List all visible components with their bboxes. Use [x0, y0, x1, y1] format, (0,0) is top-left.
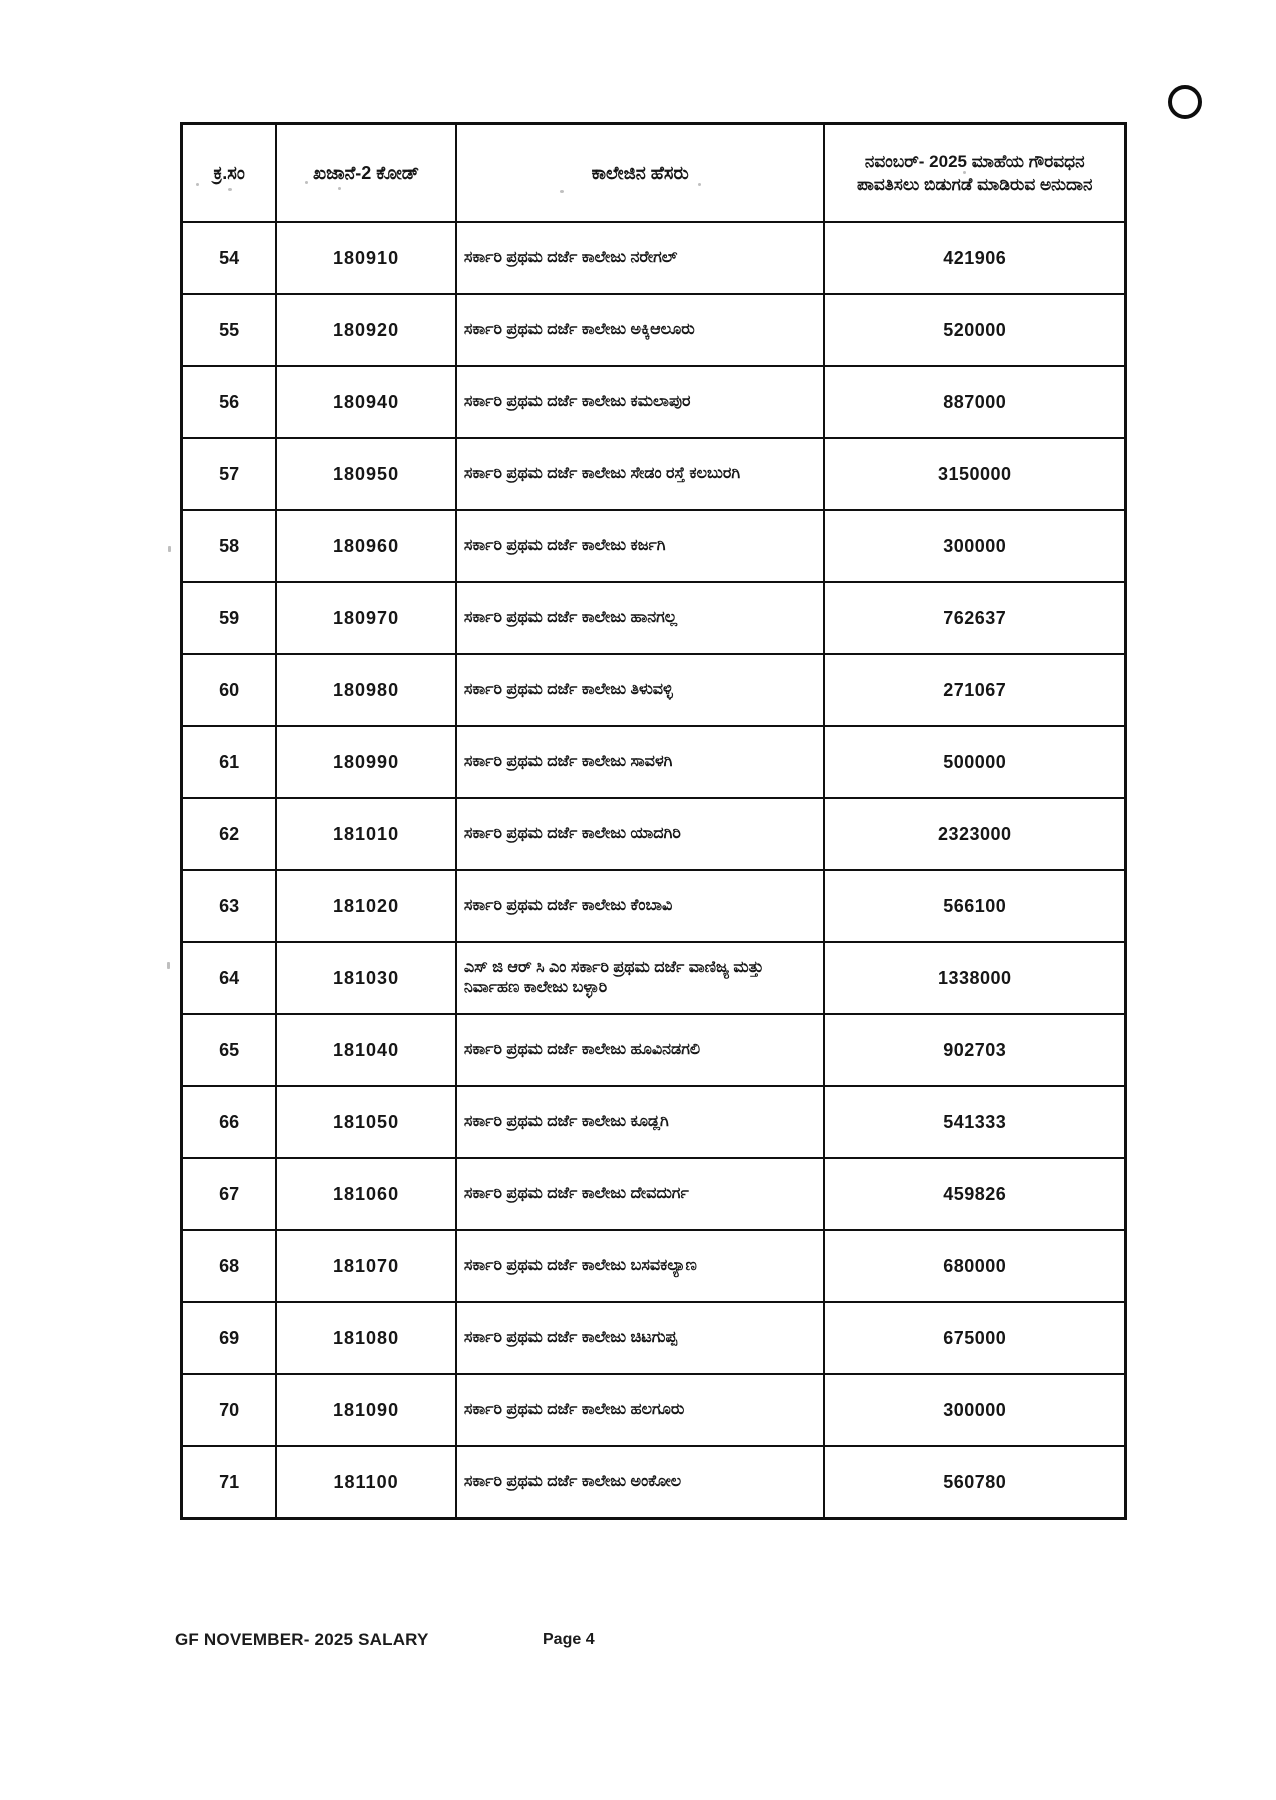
- college-name-cell: ಸರ್ಕಾರಿ ಪ್ರಥಮ ದರ್ಜೆ ಕಾಲೇಜು ಸಾವಳಗಿ: [456, 726, 825, 798]
- column-header-serial-number: ಕ್ರ.ಸಂ: [182, 124, 277, 223]
- table-row: [182, 438, 1126, 510]
- footer-page-number: Page 4: [543, 1631, 595, 1648]
- serial-number-cell: 67: [182, 1158, 277, 1230]
- column-header-grant-released: ನವಂಬರ್- 2025 ಮಾಹೆಯ ಗೌರವಧನ ಪಾವತಿಸಲು ಬಿಡುಗಡೆ ಮಾಡಿರುವ ಅನುದಾನ: [824, 124, 1125, 223]
- college-name-cell: ಸರ್ಕಾರಿ ಪ್ರಥಮ ದರ್ಜೆ ಕಾಲೇಜು ನರೇಗಲ್: [456, 222, 825, 294]
- college-name-cell: ಸರ್ಕಾರಿ ಪ್ರಥಮ ದರ್ಜೆ ಕಾಲೇಜು ಬಸವಕಲ್ಯಾಣ: [456, 1230, 825, 1302]
- serial-number-cell: 68: [182, 1230, 277, 1302]
- grant-amount-cell: 500000: [824, 726, 1125, 798]
- serial-number-cell: 63: [182, 870, 277, 942]
- treasury-code-cell: 180920: [276, 294, 456, 366]
- college-name-cell: ಸರ್ಕಾರಿ ಪ್ರಥಮ ದರ್ಜೆ ಕಾಲೇಜು ಹೂವಿನಡಗಲಿ: [456, 1014, 825, 1086]
- treasury-code-cell: 181080: [276, 1302, 456, 1374]
- table-header-row: [182, 124, 1126, 223]
- treasury-code-cell: 180950: [276, 438, 456, 510]
- treasury-code-cell: 180990: [276, 726, 456, 798]
- college-name-cell: ಎಸ್ ಜಿ ಆರ್ ಸಿ ಎಂ ಸರ್ಕಾರಿ ಪ್ರಥಮ ದರ್ಜೆ ವಾಣಿಜ್ಯ ಮತ್ತು ನಿರ್ವಾಹಣ ಕಾಲೇಜು ಬಳ್ಳಾರಿ: [456, 942, 825, 1014]
- grant-amount-cell: 300000: [824, 510, 1125, 582]
- table-row: [182, 726, 1126, 798]
- grant-amount-cell: 675000: [824, 1302, 1125, 1374]
- grant-amount-cell: 902703: [824, 1014, 1125, 1086]
- table-body: [182, 222, 1126, 1519]
- grant-amount-cell: 421906: [824, 222, 1125, 294]
- table-row: [182, 942, 1126, 1014]
- column-header-college-name: ಕಾಲೇಜಿನ ಹೆಸರು: [456, 124, 825, 223]
- grant-amount-cell: 2323000: [824, 798, 1125, 870]
- treasury-code-cell: 181050: [276, 1086, 456, 1158]
- table-row: [182, 1446, 1126, 1519]
- college-name-cell: ಸರ್ಕಾರಿ ಪ್ರಥಮ ದರ್ಜೆ ಕಾಲೇಜು ಚಿಟಗುಪ್ಪ: [456, 1302, 825, 1374]
- serial-number-cell: 56: [182, 366, 277, 438]
- treasury-code-cell: 181010: [276, 798, 456, 870]
- table-row: [182, 294, 1126, 366]
- footer-document-title: GF NOVEMBER- 2025 SALARY: [175, 1630, 429, 1649]
- serial-number-cell: 70: [182, 1374, 277, 1446]
- treasury-code-cell: 181100: [276, 1446, 456, 1519]
- grant-amount-cell: 520000: [824, 294, 1125, 366]
- serial-number-cell: 60: [182, 654, 277, 726]
- grant-amount-cell: 887000: [824, 366, 1125, 438]
- column-header-treasury-code: ಖಜಾನೆ-2 ಕೋಡ್: [276, 124, 456, 223]
- treasury-code-cell: 180910: [276, 222, 456, 294]
- serial-number-cell: 59: [182, 582, 277, 654]
- table-row: [182, 366, 1126, 438]
- treasury-code-cell: 181070: [276, 1230, 456, 1302]
- treasury-code-cell: 181030: [276, 942, 456, 1014]
- grant-amount-cell: 541333: [824, 1086, 1125, 1158]
- serial-number-cell: 61: [182, 726, 277, 798]
- treasury-code-cell: 181090: [276, 1374, 456, 1446]
- serial-number-cell: 58: [182, 510, 277, 582]
- serial-number-cell: 66: [182, 1086, 277, 1158]
- grant-amount-cell: 560780: [824, 1446, 1125, 1519]
- table-row: [182, 1302, 1126, 1374]
- college-name-cell: ಸರ್ಕಾರಿ ಪ್ರಥಮ ದರ್ಜೆ ಕಾಲೇಜು ಕರ್ಜಗಿ: [456, 510, 825, 582]
- table-row: [182, 1014, 1126, 1086]
- college-name-cell: ಸರ್ಕಾರಿ ಪ್ರಥಮ ದರ್ಜೆ ಕಾಲೇಜು ಹಾನಗಲ್ಲ: [456, 582, 825, 654]
- treasury-code-cell: 180940: [276, 366, 456, 438]
- scan-speck: [167, 962, 170, 969]
- table-row: [182, 654, 1126, 726]
- grant-amount-cell: 3150000: [824, 438, 1125, 510]
- grant-amount-cell: 271067: [824, 654, 1125, 726]
- grant-amount-cell: 300000: [824, 1374, 1125, 1446]
- grant-table-container: [180, 122, 1127, 1520]
- table-row: [182, 510, 1126, 582]
- treasury-code-cell: 181020: [276, 870, 456, 942]
- punch-hole-mark: [1168, 85, 1202, 119]
- serial-number-cell: 55: [182, 294, 277, 366]
- table-row: [182, 1230, 1126, 1302]
- treasury-code-cell: 180980: [276, 654, 456, 726]
- grant-amount-cell: 1338000: [824, 942, 1125, 1014]
- treasury-code-cell: 180960: [276, 510, 456, 582]
- grant-amount-cell: 762637: [824, 582, 1125, 654]
- table-row: [182, 222, 1126, 294]
- serial-number-cell: 57: [182, 438, 277, 510]
- table-row: [182, 1374, 1126, 1446]
- college-name-cell: ಸರ್ಕಾರಿ ಪ್ರಥಮ ದರ್ಜೆ ಕಾಲೇಜು ಕೂಡ್ಲಗಿ: [456, 1086, 825, 1158]
- serial-number-cell: 54: [182, 222, 277, 294]
- table-row: [182, 798, 1126, 870]
- treasury-code-cell: 181060: [276, 1158, 456, 1230]
- scan-speck: [168, 546, 171, 552]
- college-name-cell: ಸರ್ಕಾರಿ ಪ್ರಥಮ ದರ್ಜೆ ಕಾಲೇಜು ಸೇಡಂ ರಸ್ತೆ ಕಲಬುರಗಿ: [456, 438, 825, 510]
- grant-amount-cell: 680000: [824, 1230, 1125, 1302]
- grant-amount-cell: 459826: [824, 1158, 1125, 1230]
- college-name-cell: ಸರ್ಕಾರಿ ಪ್ರಥಮ ದರ್ಜೆ ಕಾಲೇಜು ತಿಳುವಳ್ಳಿ: [456, 654, 825, 726]
- college-name-cell: ಸರ್ಕಾರಿ ಪ್ರಥಮ ದರ್ಜೆ ಕಾಲೇಜು ಅಂಕೋಲ: [456, 1446, 825, 1519]
- serial-number-cell: 69: [182, 1302, 277, 1374]
- college-name-cell: ಸರ್ಕಾರಿ ಪ್ರಥಮ ದರ್ಜೆ ಕಾಲೇಜು ದೇವದುರ್ಗ: [456, 1158, 825, 1230]
- table-row: [182, 870, 1126, 942]
- college-name-cell: ಸರ್ಕಾರಿ ಪ್ರಥಮ ದರ್ಜೆ ಕಾಲೇಜು ಯಾದಗಿರಿ: [456, 798, 825, 870]
- table-row: [182, 1086, 1126, 1158]
- treasury-code-cell: 181040: [276, 1014, 456, 1086]
- college-name-cell: ಸರ್ಕಾರಿ ಪ್ರಥಮ ದರ್ಜೆ ಕಾಲೇಜು ಅಕ್ಕಿಆಲೂರು: [456, 294, 825, 366]
- serial-number-cell: 65: [182, 1014, 277, 1086]
- grant-amount-cell: 566100: [824, 870, 1125, 942]
- college-name-cell: ಸರ್ಕಾರಿ ಪ್ರಥಮ ದರ್ಜೆ ಕಾಲೇಜು ಹಲಗೂರು: [456, 1374, 825, 1446]
- treasury-code-cell: 180970: [276, 582, 456, 654]
- table-row: [182, 582, 1126, 654]
- college-grant-table: [180, 122, 1127, 1520]
- college-name-cell: ಸರ್ಕಾರಿ ಪ್ರಥಮ ದರ್ಜೆ ಕಾಲೇಜು ಕೆಂಬಾವಿ: [456, 870, 825, 942]
- serial-number-cell: 64: [182, 942, 277, 1014]
- serial-number-cell: 62: [182, 798, 277, 870]
- college-name-cell: ಸರ್ಕಾರಿ ಪ್ರಥಮ ದರ್ಜೆ ಕಾಲೇಜು ಕಮಲಾಪುರ: [456, 366, 825, 438]
- table-row: [182, 1158, 1126, 1230]
- serial-number-cell: 71: [182, 1446, 277, 1519]
